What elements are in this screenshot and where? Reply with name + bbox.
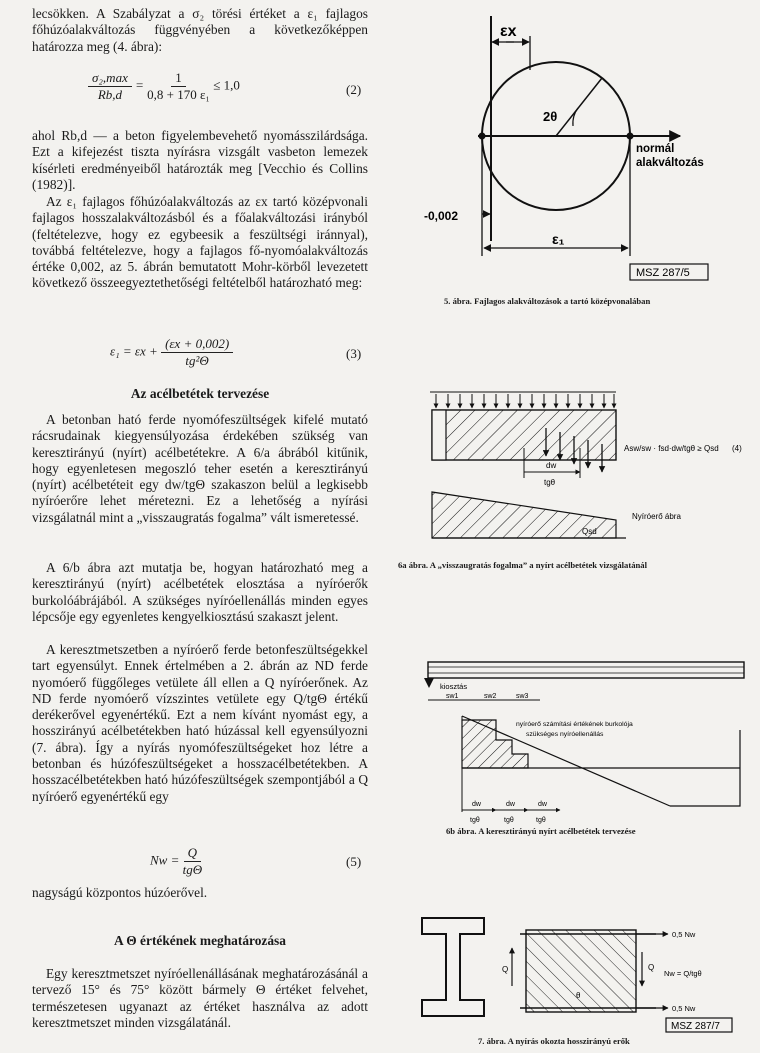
sw2-label: sw2 — [484, 693, 497, 700]
bottom-force-label: 0,5 Nw — [672, 1004, 696, 1013]
i-beam-section — [422, 918, 484, 1016]
paragraph-theta: Egy keresztmetszet nyíróellenállásának meghatározásánál a tervező 15° és 75° között bármely Θ értéket felvehet, természetesen ugyanazt az értéket használva az adott keresztmetszet minden vizsgálatánál. — [32, 966, 368, 1030]
tg-label-6b-2: tgθ — [504, 817, 514, 824]
dw-label-6a: dw — [546, 461, 557, 470]
stamp-7: MSZ 287/7 — [671, 1021, 720, 1032]
kiosztas-label: kiosztás — [440, 682, 468, 691]
heading-theta: A Θ értékének meghatározása — [114, 933, 286, 948]
alakvaltozas-label: alakváltozás — [636, 157, 704, 169]
eq5-number: (5) — [346, 854, 362, 869]
web-segment — [526, 930, 636, 1012]
eq2-equals: = — [135, 77, 144, 93]
nw-formula-label: Nw = Q/tgθ — [664, 969, 702, 978]
caption-figure-7: 7. ábra. A nyírás okozta hosszirányú erők — [478, 1036, 630, 1046]
figure-5-mohr-circle — [420, 6, 720, 286]
paragraph-6b: A 6/b ábra azt mutatja be, hogyan határozható meg a keresztirányú (nyírt) acélbetétek elosztása a nyíróerők burkolóábrájából. A szükséges nyíróellenállás minden egyes lépcsője egy egyenletes kengyelkiosztású szakaszt jelent. — [32, 560, 368, 624]
dw-label-6b-3: dw — [538, 801, 547, 808]
eq3-denominator: tg²Θ — [185, 353, 209, 368]
eq2-denominator-2: 0,8 + 170 ε₁ — [147, 87, 210, 102]
stamp-5: MSZ 287/5 — [636, 267, 690, 279]
dw-label-6b-2: dw — [506, 801, 515, 808]
eq2-numerator: σ₂,max — [88, 70, 132, 87]
paragraph-rbd: ahol Rb,d — a beton figyelembevehető nyomásszilárdsága. Ezt a kifejezést tiszta nyírásra vizsgált vasbeton lemezek kísérleti eredményeiből határozták meg [Vecchio és Collins (1982)]. — [32, 128, 368, 192]
top-force-label: 0,5 Nw — [672, 930, 696, 939]
eq5-lhs: Nw = — [150, 852, 180, 868]
figure-7 — [420, 912, 740, 1036]
theta-label-7: θ — [576, 991, 581, 1000]
radius-line — [556, 78, 602, 136]
eq2-numerator-2: 1 — [171, 70, 186, 87]
eq2-number: (2) — [346, 82, 362, 97]
paragraph-intro: lecsökken. A Szabályzat a σ₂ törési értéket a ε₁ fajlagos főhúzóalakváltozás függvényében a következőképpen határozza meg (4. ábra): — [32, 6, 368, 54]
eps-x-label: εx — [500, 23, 517, 40]
szukseges-label: szükséges nyíróellenállás — [526, 731, 604, 738]
equation-3 — [110, 336, 233, 369]
eq3-lhs: ε₁ = εx + — [110, 343, 158, 359]
nyiroero-abra-label: Nyíróerő ábra — [632, 512, 681, 521]
tg-label-6a: tgθ — [544, 478, 556, 487]
formula-6a-number: (4) — [732, 444, 742, 453]
sw3-label: sw3 — [516, 693, 529, 700]
tg-label-6b-1: tgθ — [470, 817, 480, 824]
normal-label: normál — [636, 143, 675, 155]
dw-label-6b-1: dw — [472, 801, 481, 808]
figure-6a — [426, 388, 756, 560]
caption-figure-6a: 6a ábra. A „visszaugratás fogalma” a nyírt acélbetétek vizsgálatánál — [398, 560, 647, 570]
eq2-denominator: Rb,d — [97, 87, 123, 102]
eq3-number: (3) — [346, 346, 362, 361]
burkolo-label: nyíróerő számítási értékének burkolója — [516, 721, 633, 728]
beam-6b — [428, 662, 744, 678]
paragraph-keresztmetszet: A keresztmetszetben a nyíróerő ferde betonfeszültségekkel tart egyensúlyt. Ennek értelmében a 2. ábrán az ND ferde nyomóerő függőleges vetülete áll ellen a Q nyíróerőnek. Az ND ferde nyomóerő vízszintes vetülete egy Q/tgΘ értékű derékerővel egyenértékű. Ezt a nem kívánt nyomást egy, a hosszirányú acélbetétekben ható húzással kell egyensúlyozni (7. ábra). Így a nyírás nyomófeszültségeket hoz létre a betonban és húzófeszültségeket a hosszacélbetétekben. A hosszacélbetétekben ható húzófeszültségek szempontjából a Q nyíróerő egyenértékű egy — [32, 642, 368, 804]
equation-2 — [88, 70, 240, 103]
eps1-label: ε₁ — [552, 231, 565, 247]
q-label-left: Q — [502, 965, 509, 974]
q-label-right: Q — [648, 963, 655, 972]
formula-6a: Asw/sw · fsd·dw/tgθ ≥ Qsd — [624, 444, 719, 453]
eq2-rhs: ≤ 1,0 — [213, 77, 240, 93]
paragraph-acelbetetek: A betonban ható ferde nyomófeszültségek kifelé mutató rácsrudainak kiegyensúlyozása érdekében szükség van keresztirányú (nyírt) acélbetétekre. A 6/a ábrából kitűnik, hogy egyenletesen megoszló teher esetén a keresztirányú (nyírt) acélbetéteit egy dw/tgΘ szakaszon belül a legkisebb nyíróerőre lehet méretezni. Ez a lehetőség a nyírási vizsgálatnál mint a „visszaugratás fogalma” vált ismeretessé. — [32, 412, 368, 525]
tg-label-6b-3: tgθ — [536, 817, 546, 824]
eq3-numerator: (εx + 0,002) — [161, 336, 233, 353]
sw1-label: sw1 — [446, 693, 459, 700]
eq5-numerator: Q — [184, 845, 201, 862]
figure-6b — [420, 656, 750, 828]
two-theta-label: 2θ — [543, 109, 558, 124]
equation-5 — [150, 845, 202, 878]
caption-figure-6b: 6b ábra. A keresztirányú nyírt acélbetétek tervezése — [446, 826, 636, 836]
paragraph-huzoero: nagyságú központos húzóerővel. — [32, 885, 208, 900]
paragraph-eps1: Az ε₁ fajlagos főhúzóalakváltozás az εx tartó középvonali fajlagos hosszalakváltozásból és a főalakváltozási irányból (feltételezve, hogy ez egybeesik a feszültségi iránnyal), továbbá feltételezve, hogy a fajlagos fő-nyomóalakváltozás értéke 0,002, az 5. ábrán bemutatott Mohr-körből levezetett következő összeegyeztethetőségi feltételből határozható meg: — [32, 194, 368, 291]
qsd-label: Qsd — [582, 527, 597, 536]
eq5-denominator: tgΘ — [182, 862, 203, 877]
caption-figure-5: 5. ábra. Fajlagos alakváltozások a tartó középvonalában — [444, 296, 651, 306]
heading-acelbetetek: Az acélbetétek tervezése — [130, 386, 270, 401]
neg-strain-label: -0,002 — [424, 209, 459, 223]
